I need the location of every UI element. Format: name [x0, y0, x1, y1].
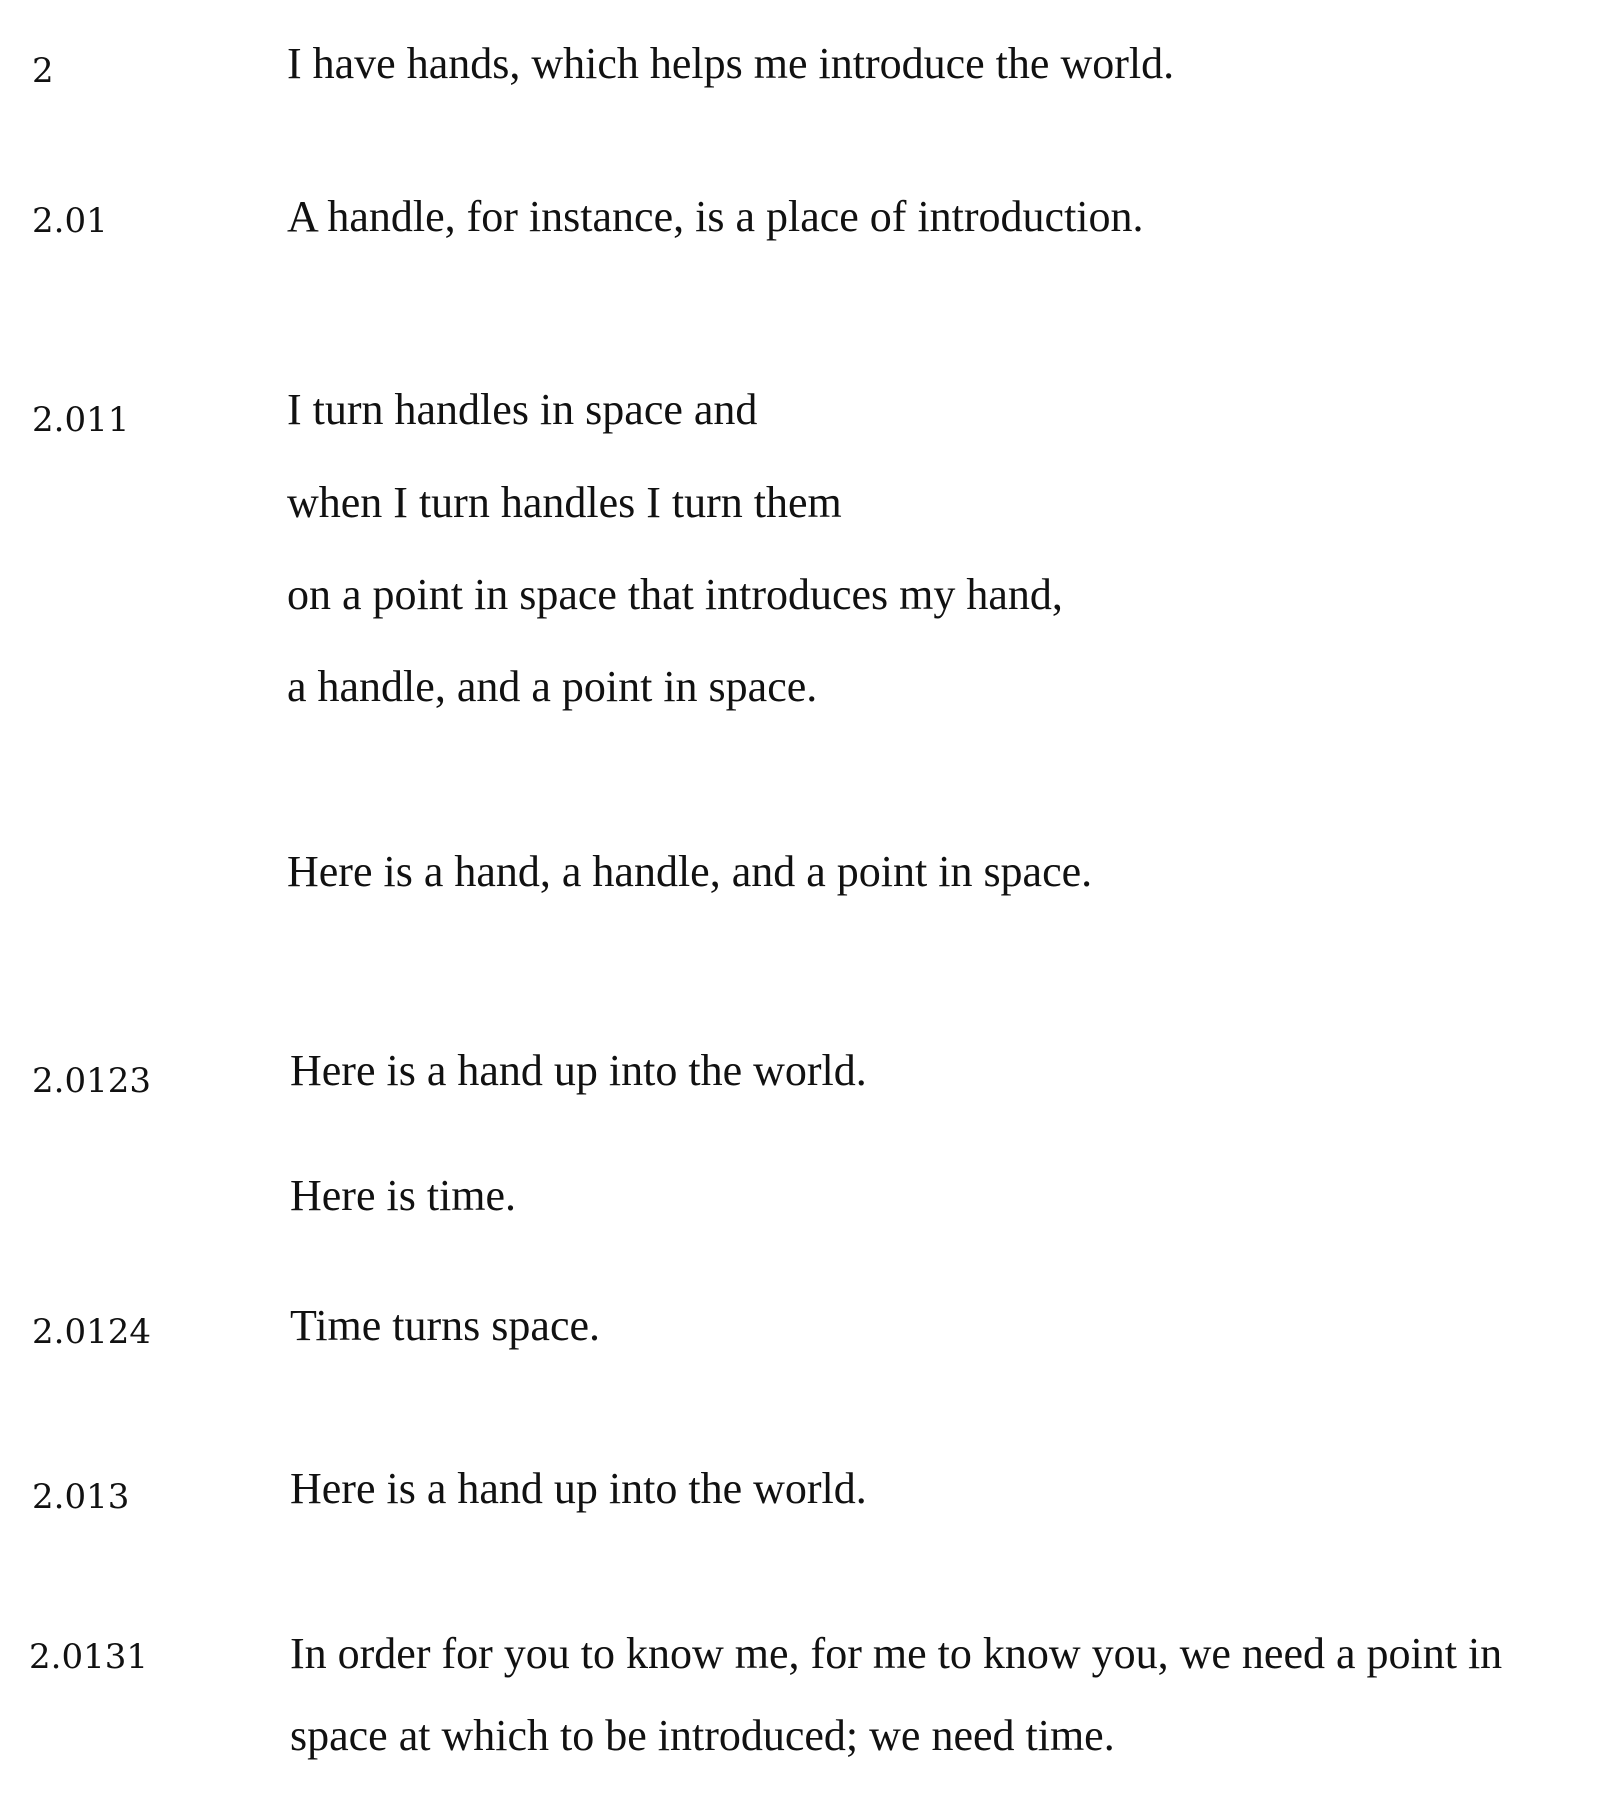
proposition-number: 2.01: [32, 201, 108, 241]
proposition-line: I turn handles in space and: [287, 385, 758, 434]
proposition-number: 2.0124: [32, 1312, 151, 1352]
proposition-number: 2: [32, 51, 54, 91]
proposition-number: 2.0123: [32, 1061, 151, 1101]
proposition-number: 2.013: [32, 1477, 130, 1517]
proposition-number: 2.011: [32, 400, 130, 440]
proposition-line: Here is a hand, a handle, and a point in space.: [287, 847, 1093, 896]
proposition-line: Time turns space.: [290, 1301, 601, 1350]
proposition-line: Here is time.: [290, 1171, 517, 1220]
proposition-line: when I turn handles I turn them: [287, 478, 842, 527]
proposition-line: Here is a hand up into the world.: [290, 1046, 867, 1095]
proposition-line: on a point in space that introduces my hand,: [287, 570, 1063, 619]
proposition-line: A handle, for instance, is a place of introduction.: [287, 192, 1144, 241]
proposition-line: In order for you to know me, for me to know you, we need a point in: [290, 1629, 1503, 1678]
proposition-line: a handle, and a point in space.: [287, 662, 818, 711]
proposition-line: I have hands, which helps me introduce the world.: [287, 39, 1175, 88]
proposition-number: 2.0131: [29, 1637, 148, 1677]
proposition-line: Here is a hand up into the world.: [290, 1464, 867, 1513]
proposition-line: space at which to be introduced; we need time.: [290, 1711, 1115, 1760]
